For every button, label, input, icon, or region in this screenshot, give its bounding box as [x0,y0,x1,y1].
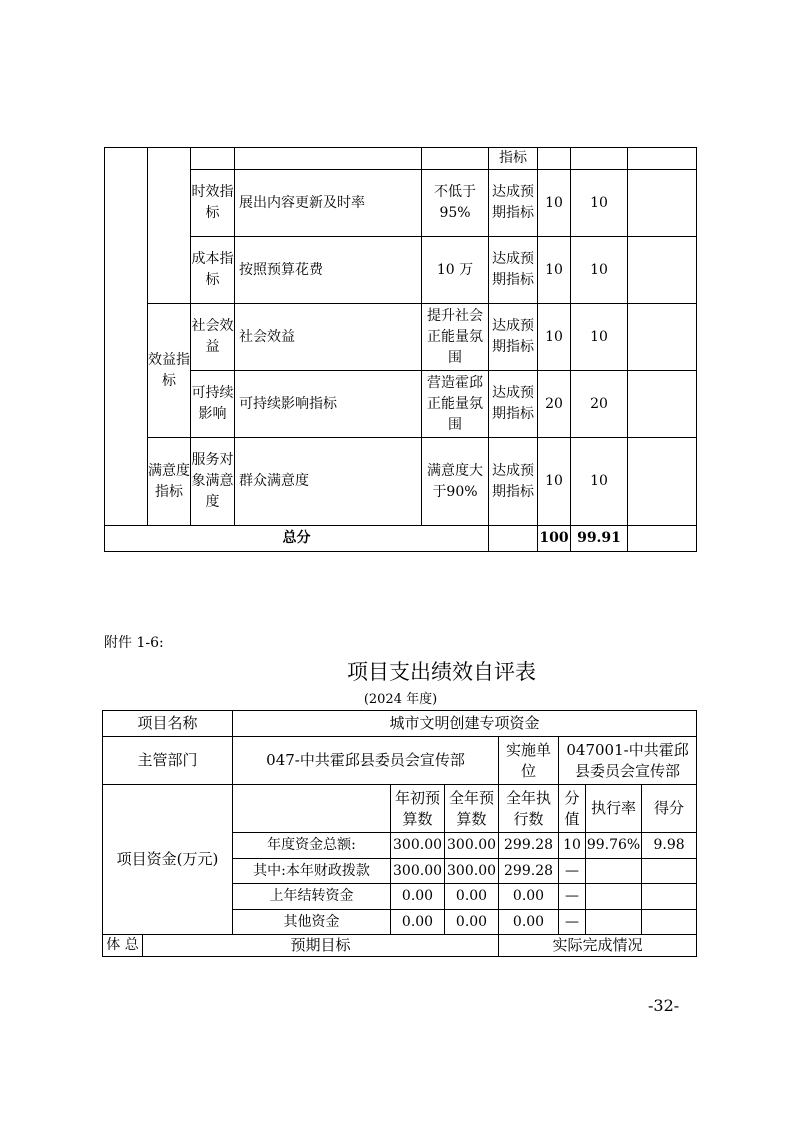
total-label: 总分 [105,526,489,552]
table-row [105,148,697,170]
score-cell: 10 [571,438,628,526]
sub-indicator-cell: 成本指标 [191,237,235,304]
col-header: 年初预算数 [391,785,445,833]
total-row [105,526,697,552]
expected-goal-header: 预期目标 [143,935,499,957]
initial-budget: 0.00 [391,884,445,910]
sub-indicator-cell: 社会效益 [191,304,235,371]
sub-indicator-cell: 服务对象满意度 [191,438,235,526]
weight-cell: — [559,910,586,935]
total-score: 99.91 [571,526,628,552]
score-cell: 10 [571,237,628,304]
impl-label: 实施单位 [499,737,559,785]
actual-cell: 达成预期指标 [489,170,538,237]
annual-budget: 300.00 [445,859,499,884]
exec-rate: 99.76% [586,833,642,859]
attachment-label: 附件 1-6: [104,635,164,651]
weight-cell: — [559,884,586,910]
actual-cell: 达成预期指标 [489,237,538,304]
weight-cell: 10 [538,304,571,371]
level1-cell [105,148,148,526]
initial-budget: 300.00 [391,859,445,884]
col-header: 全年执行数 [499,785,559,833]
col-header: 全年预算数 [445,785,499,833]
sub-indicator-cell: 时效指标 [191,170,235,237]
goal-side-label: 体 总 [103,935,143,957]
fund-row-label: 上年结转资金 [233,884,391,910]
table-row [105,237,697,304]
table-row [103,785,697,833]
table-row [103,935,697,957]
target-cell: 提升社会正能量氛围 [422,304,489,371]
group-label: 效益指标 [148,304,191,438]
actual-cell: 指标 [489,148,538,170]
fund-row-label: 其他资金 [233,910,391,935]
target-cell: 满意度大于90% [422,438,489,526]
indicator-cell: 群众满意度 [235,438,422,526]
dept-value: 047-中共霍邱县委员会宣传部 [233,737,499,785]
total-weight: 100 [538,526,571,552]
annual-budget: 300.00 [445,833,499,859]
indicator-cell: 可持续影响指标 [235,371,422,438]
executed-amount: 0.00 [499,884,559,910]
executed-amount: 0.00 [499,910,559,935]
actual-cell: 达成预期指标 [489,371,538,438]
col-header: 得分 [642,785,697,833]
table-row [105,438,697,526]
score-cell: 10 [571,170,628,237]
col-header: 分值 [559,785,586,833]
initial-budget: 0.00 [391,910,445,935]
annual-budget: 0.00 [445,910,499,935]
weight-cell: 10 [538,170,571,237]
table-row [105,371,697,438]
sub-indicator-cell: 可持续影响 [191,371,235,438]
impl-value: 047001-中共霍邱县委员会宣传部 [559,737,697,785]
initial-budget: 300.00 [391,833,445,859]
exec-rate [586,910,642,935]
executed-amount: 299.28 [499,859,559,884]
indicator-cell: 按照预算花费 [235,237,422,304]
score-cell [642,884,697,910]
annual-budget: 0.00 [445,884,499,910]
table-row [103,737,697,785]
funds-label: 项目资金(万元) [103,785,233,935]
score-cell [642,910,697,935]
exec-rate [586,859,642,884]
year-subtitle: (2024 年度) [363,692,438,707]
page-number: -32- [648,996,680,1015]
exec-rate [586,884,642,910]
fund-row-label: 其中:本年财政拨款 [233,859,391,884]
table-row [105,304,697,371]
target-cell: 营造霍邱正能量氛围 [422,371,489,438]
target-cell: 不低于95% [422,170,489,237]
weight-cell: 10 [538,438,571,526]
weight-cell: 10 [538,237,571,304]
level2-cell [148,148,191,304]
weight-cell: — [559,859,586,884]
project-name-value: 城市文明创建专项资金 [233,711,697,737]
dept-label: 主管部门 [103,737,233,785]
project-expenditure-table [102,710,697,957]
project-name-label: 项目名称 [103,711,233,737]
indicator-cell: 社会效益 [235,304,422,371]
score-cell [642,859,697,884]
table-row [105,170,697,237]
col-header: 执行率 [586,785,642,833]
actual-completion-header: 实际完成情况 [499,935,697,957]
performance-indicator-table [104,147,697,552]
fund-row-label: 年度资金总额: [233,833,391,859]
score-cell: 20 [571,371,628,438]
table-row [103,711,697,737]
actual-cell: 达成预期指标 [489,304,538,371]
score-cell: 9.98 [642,833,697,859]
actual-cell: 达成预期指标 [489,438,538,526]
executed-amount: 299.28 [499,833,559,859]
target-cell: 10 万 [422,237,489,304]
score-cell: 10 [571,304,628,371]
group-label: 满意度指标 [148,438,191,526]
page-title: 项目支出绩效自评表 [347,660,536,684]
weight-cell: 10 [559,833,586,859]
weight-cell: 20 [538,371,571,438]
indicator-cell: 展出内容更新及时率 [235,170,422,237]
